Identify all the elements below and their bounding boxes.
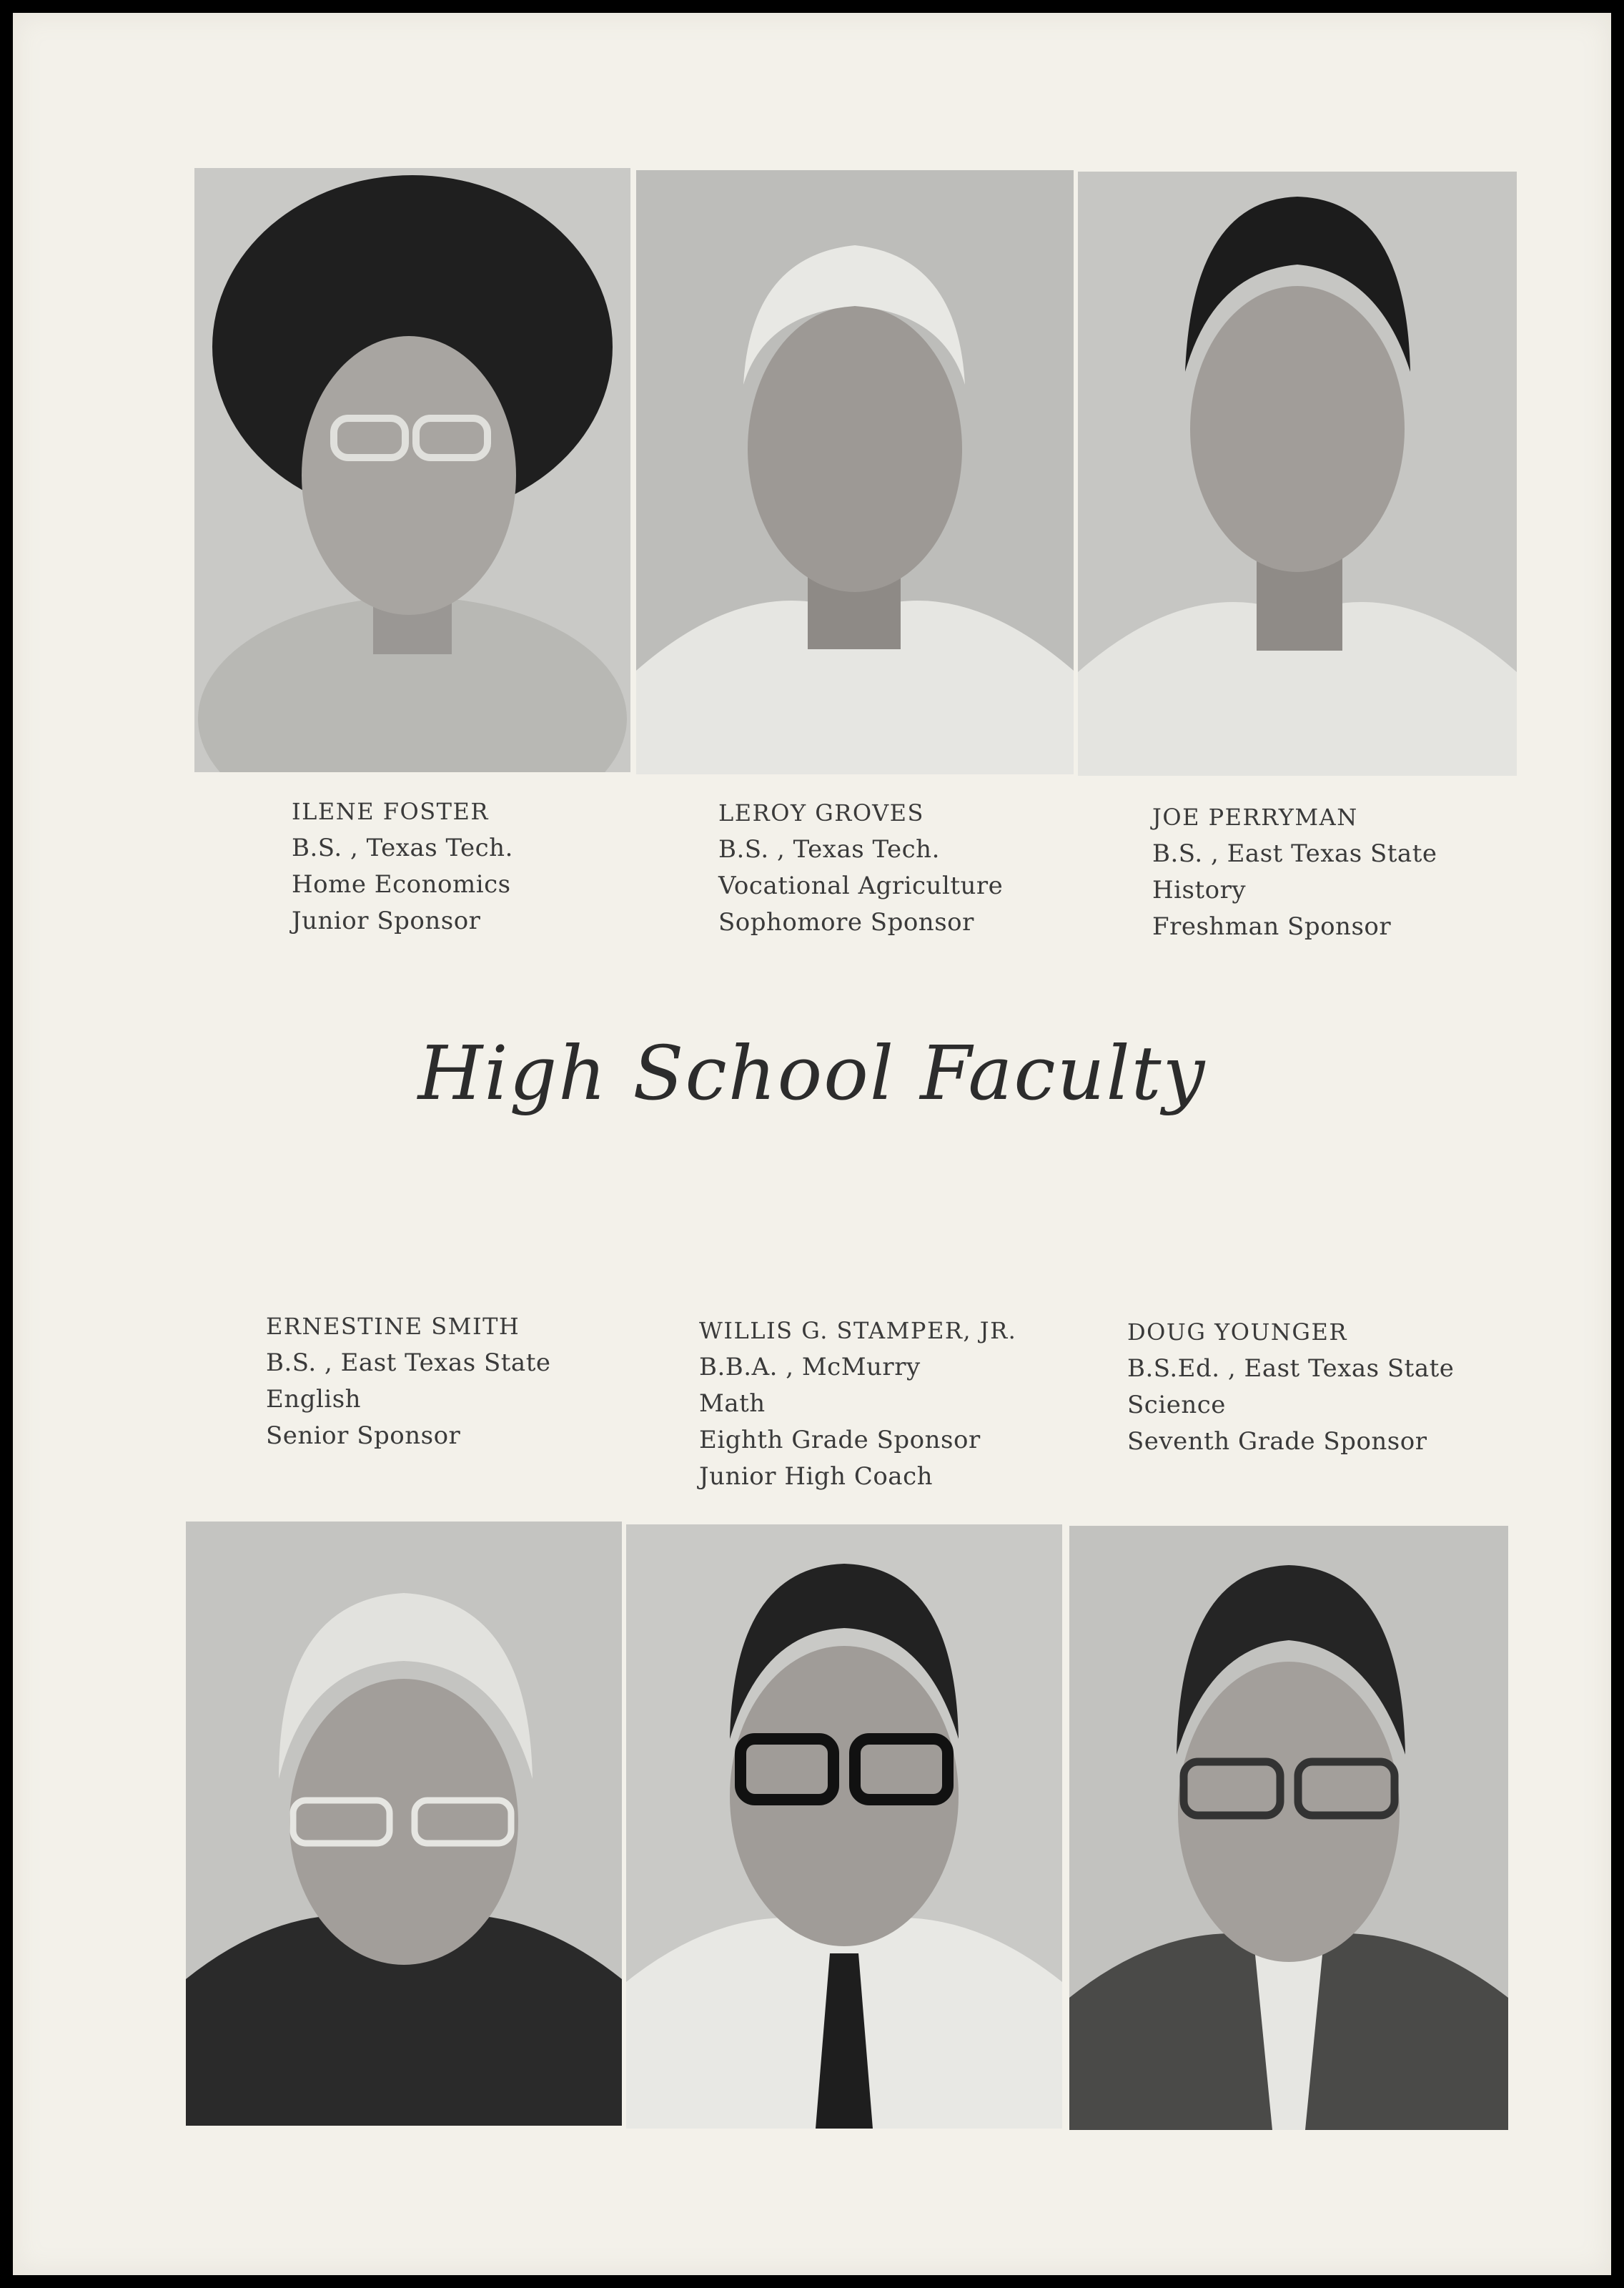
faculty-subject: Home Economics [292,870,511,899]
faculty-subject: Vocational Agriculture [718,872,1004,900]
portrait-leroy-groves [636,170,1074,774]
faculty-subject: Math [699,1389,766,1418]
faculty-degree: B.S.Ed. , East Texas State [1127,1354,1455,1383]
portrait-willis-stamper [626,1524,1062,2129]
faculty-caption-willis-stamper [699,1313,1016,1495]
faculty-subject: Science [1127,1391,1226,1419]
faculty-name: WILLIS G. STAMPER, JR. [699,1317,1017,1344]
faculty-degree: B.S. , East Texas State [1152,839,1437,868]
faculty-extra-role: Junior High Coach [699,1462,934,1491]
faculty-name: DOUG YOUNGER [1127,1318,1347,1346]
faculty-subject: History [1152,876,1247,904]
faculty-sponsor: Eighth Grade Sponsor [699,1426,981,1454]
portrait-ernestine-smith [186,1522,622,2126]
faculty-caption-joe-perryman [1152,799,1437,945]
faculty-caption-doug-younger [1127,1314,1454,1460]
portrait-ilene-foster [194,168,630,772]
faculty-name: LEROY GROVES [718,799,924,827]
faculty-caption-ilene-foster [292,794,513,940]
faculty-name: ERNESTINE SMITH [266,1313,520,1340]
faculty-degree: B.B.A. , McMurry [699,1353,921,1381]
faculty-sponsor: Junior Sponsor [292,907,481,935]
faculty-sponsor: Seventh Grade Sponsor [1127,1427,1427,1456]
portrait-joe-perryman [1078,172,1517,776]
faculty-degree: B.S. , East Texas State [266,1348,551,1377]
portrait-doug-younger [1069,1526,1508,2130]
faculty-sponsor: Senior Sponsor [266,1421,461,1450]
faculty-caption-leroy-groves [718,795,1003,941]
faculty-sponsor: Sophomore Sponsor [718,908,974,937]
faculty-caption-ernestine-smith [266,1308,550,1454]
faculty-name: ILENE FOSTER [292,798,489,825]
faculty-degree: B.S. , Texas Tech. [718,835,940,864]
page-title: High School Faculty [417,1030,1207,1117]
faculty-subject: English [266,1385,362,1414]
faculty-name: JOE PERRYMAN [1152,804,1358,831]
faculty-degree: B.S. , Texas Tech. [292,834,513,862]
faculty-sponsor: Freshman Sponsor [1152,912,1392,941]
